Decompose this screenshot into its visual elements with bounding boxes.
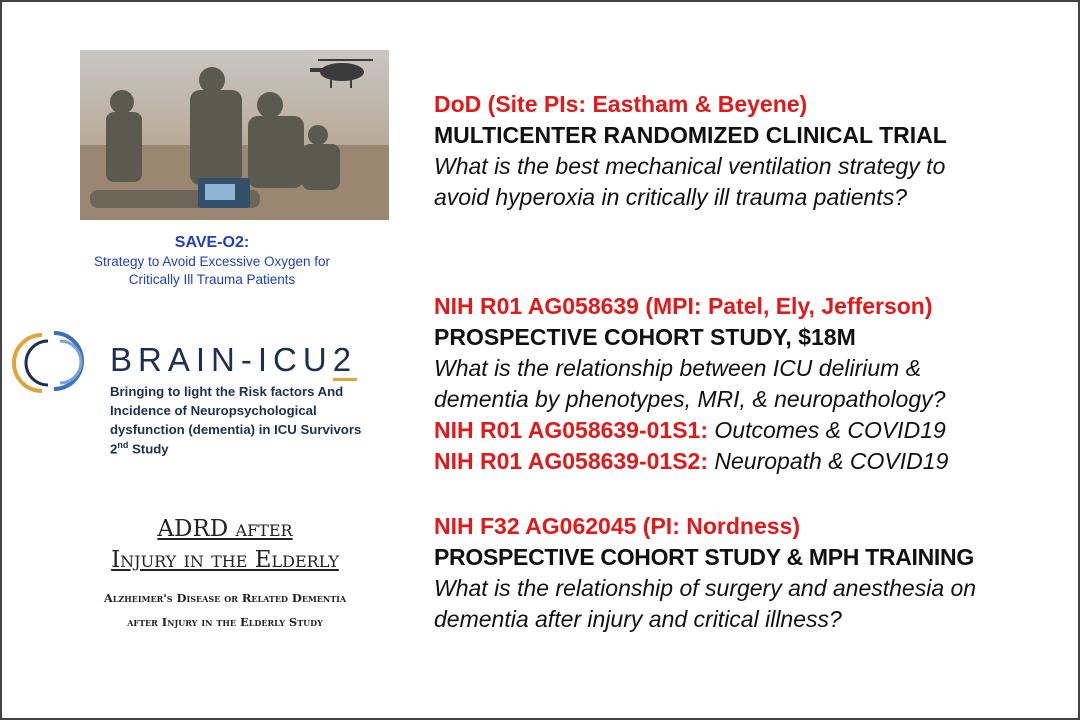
grant-nih-f32	[434, 511, 976, 635]
brain-icu-study-word: Study	[128, 441, 169, 457]
grant-r01-supplement1	[434, 415, 948, 446]
grant-r01-type: PROSPECTIVE COHORT STUDY, $18M	[434, 324, 856, 350]
brain-icu-logo	[8, 327, 398, 467]
grant-r01-question-line1: What is the relationship between ICU delirium &	[434, 355, 922, 381]
grant-r01-supplement2-id: NIH R01 AG058639-01S2:	[434, 448, 709, 474]
adrd-title-line1: ADRD after	[157, 516, 293, 542]
adrd-title-line2: Injury in the Elderly	[111, 547, 339, 573]
adrd-subtitle-line2: after Injury in the Elderly Study	[127, 615, 323, 629]
grant-f32-question-line1: What is the relationship of surgery and anesthesia on	[434, 575, 977, 601]
grant-r01-funder: NIH R01 AG058639 (MPI: Patel, Ely, Jefferson)	[434, 293, 933, 319]
grant-r01-supplement2-text: Neuropath & COVID19	[708, 448, 949, 474]
grant-dod-question-line1: What is the best mechanical ventilation strategy to	[434, 153, 946, 179]
grant-r01-supplement2	[434, 446, 948, 477]
brain-icu-wordmark-text: BRAIN-ICU	[110, 341, 333, 378]
save-o2-subtitle-line2: Critically Ill Trauma Patients	[128, 272, 296, 287]
grant-dod-type: MULTICENTER RANDOMIZED CLINICAL TRIAL	[434, 122, 947, 148]
grant-dod-question-line2: avoid hyperoxia in critically ill trauma patients?	[434, 184, 907, 210]
grant-dod	[434, 89, 947, 213]
grant-nih-r01	[434, 291, 948, 477]
save-o2-title: SAVE-O2:	[174, 234, 250, 251]
adrd-subtitle-line1: Alzheimer's Disease or Related Dementia	[103, 591, 347, 605]
brain-icu-wordmark	[110, 341, 357, 379]
grant-r01-supplement1-text: Outcomes & COVID19	[708, 417, 946, 443]
brain-icu-study-num: 2	[110, 441, 118, 457]
adrd-logo	[50, 514, 400, 634]
brain-icu-study-label	[110, 440, 169, 456]
brain-icu-desc-line3: dysfunction (dementia) in ICU Survivors	[110, 422, 362, 437]
grant-dod-funder: DoD (Site PIs: Eastham & Beyene)	[434, 91, 808, 117]
save-o2-subtitle-line1: Strategy to Avoid Excessive Oxygen for	[93, 254, 331, 269]
grant-r01-question-line2: dementia by phenotypes, MRI, & neuropathology?	[434, 386, 946, 412]
brain-icu-study-sup: nd	[117, 440, 129, 450]
grant-f32-funder: NIH F32 AG062045 (PI: Nordness)	[434, 513, 800, 539]
save-o2-caption	[62, 233, 362, 289]
brain-icu-mark-icon	[8, 327, 108, 397]
brain-icu-description	[110, 382, 400, 439]
grant-f32-question-line2: dementia after injury and critical illness?	[434, 606, 842, 632]
brain-icu-desc-line2: Incidence of Neuropsychological	[110, 403, 317, 418]
grant-r01-supplement1-id: NIH R01 AG058639-01S1:	[434, 417, 709, 443]
brain-icu-wordmark-number: 2	[333, 341, 357, 381]
soldiers-photo	[80, 50, 389, 220]
brain-icu-desc-line1: Bringing to light the Risk factors And	[110, 384, 344, 399]
grant-f32-type: PROSPECTIVE COHORT STUDY & MPH TRAINING	[434, 544, 974, 570]
